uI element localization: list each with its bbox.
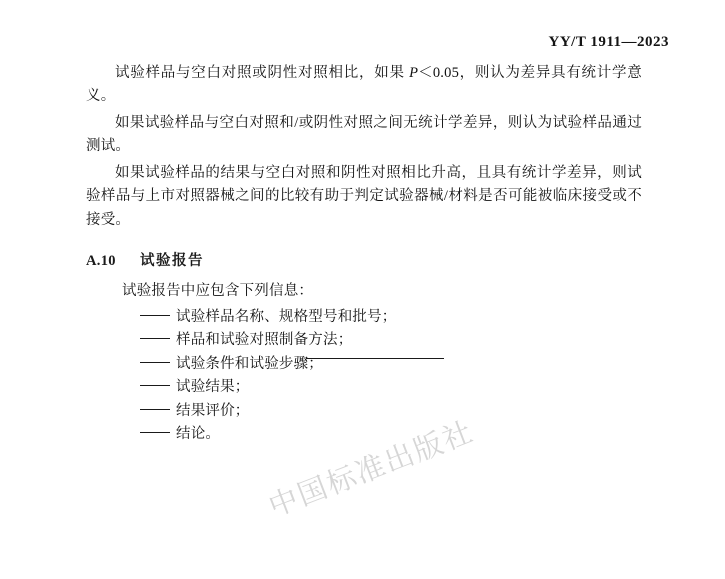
dash-marker-icon <box>140 338 170 339</box>
list-item <box>140 306 642 329</box>
list-item <box>140 353 642 376</box>
list-item-label: 试验结果； <box>176 379 250 396</box>
paragraph-1-italic-p: P <box>409 65 419 81</box>
dash-marker-icon <box>140 432 170 433</box>
section-heading-test-report <box>86 249 642 270</box>
list-item-label: 试验条件和试验步骤； <box>176 355 323 372</box>
section-number: A.10 <box>86 253 116 270</box>
paragraph-statistical-significance <box>86 62 642 109</box>
paragraph-pass-criteria: 如果试验样品与空白对照和/或阴性对照之间无统计学差异，则认为试验样品通过测试。 <box>86 114 642 155</box>
section-end-rule <box>306 358 444 359</box>
dash-marker-icon <box>140 362 170 363</box>
page-content <box>86 62 642 447</box>
list-item-label: 结论。 <box>176 426 221 443</box>
paragraph-1-before: 试验样品与空白对照或阴性对照相比，如果 <box>115 65 410 81</box>
page-header-standard-id: YY/T 1911—2023 <box>548 34 669 50</box>
report-items-list <box>140 306 642 447</box>
publisher-watermark: 中国标准出版社 <box>264 415 479 524</box>
list-item-label: 样品和试验对照制备方法； <box>176 332 353 349</box>
section-lead-text: 试验报告中应包含下列信息： <box>122 283 314 300</box>
paragraph-1-after: ＜0.05，则认为差异具有统计学意义。 <box>86 65 643 105</box>
list-item <box>140 400 642 423</box>
dash-marker-icon <box>140 385 170 386</box>
dash-marker-icon <box>140 315 170 316</box>
list-item-label: 试验样品名称、规格型号和批号； <box>176 308 397 325</box>
list-item <box>140 423 642 446</box>
section-title: 试验报告 <box>140 253 204 270</box>
list-item <box>140 329 642 352</box>
paragraph-comparison-guidance: 如果试验样品的结果与空白对照和阴性对照相比升高，且具有统计学差异，则试验样品与上市对照器械之间的比较有助于判定试验器械/材料是否可能被临床接受或不接受。 <box>86 164 642 228</box>
dash-marker-icon <box>140 409 170 410</box>
section-body <box>122 280 642 446</box>
list-item <box>140 376 642 399</box>
list-item-label: 结果评价； <box>176 402 250 419</box>
